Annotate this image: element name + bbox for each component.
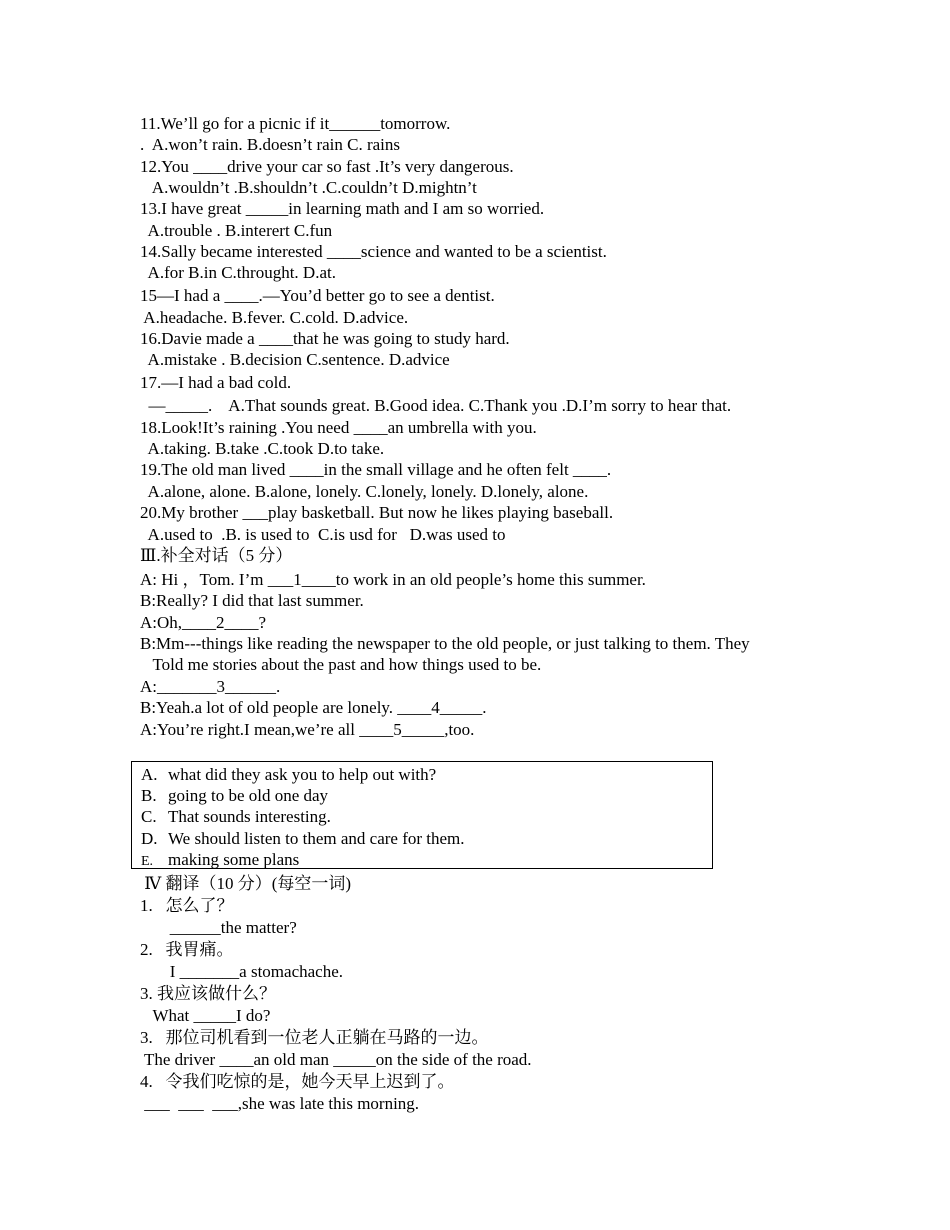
option-item [141,806,331,827]
option-letter: C. [141,807,157,826]
dialogue-line: Told me stories about the past and how things used to be. [140,655,542,674]
question-stem: 11.We’ll go for a picnic if it______tomorrow. [140,114,451,133]
option-item [141,828,465,849]
option-item [141,785,328,806]
question-stem: 20.My brother ___play basketball. But now he likes playing baseball. [140,503,614,522]
option-item [141,764,436,785]
question-options: A.wouldn’t .B.shouldn’t .C.couldn’t D.mightn’t [140,178,477,197]
translation-line: 4. 令我们吃惊的是，她今天早上迟到了。 [140,1072,455,1091]
translation-line: 3. 我应该做什么？ [140,984,276,1003]
dialogue-line: A:Oh,____2____? [140,613,267,632]
option-item [141,849,299,872]
option-text: what did they ask you to help out with? [168,765,437,784]
translation-line: 2. 我胃痛。 [140,940,234,959]
translation-line: 1. 怎么了？ [140,896,234,915]
option-text: making some plans [168,850,300,869]
translation-line: ______the matter? [140,918,297,937]
question-stem: 16.Davie made a ____that he was going to study hard. [140,329,510,348]
question-options: . A.won’t rain. B.doesn’t rain C. rains [140,135,401,154]
option-letter: A. [141,765,158,784]
dialogue-line: B:Mm---things like reading the newspaper to the old people, or just talking to them. They [140,634,750,653]
option-text: going to be old one day [168,786,329,805]
section-title: Ⅲ.补全对话（5 分） [140,546,293,565]
question-stem: 17.—I had a bad cold. [140,373,292,392]
question-options: A.mistake . B.decision C.sentence. D.advice [140,350,450,369]
question-stem: 19.The old man lived ____in the small village and he often felt ____. [140,460,612,479]
option-text: That sounds interesting. [168,807,331,826]
option-letter: B. [141,786,157,805]
question-stem: 12.You ____drive your car so fast .It’s very dangerous. [140,157,514,176]
question-options: A.headache. B.fever. C.cold. D.advice. [140,308,409,327]
option-letter: D. [141,829,158,848]
question-options: A.alone, alone. B.alone, lonely. C.lonely, lonely. D.lonely, alone. [140,482,589,501]
options-box [131,761,713,869]
dialogue-line: B:Yeah.a lot of old people are lonely. ____4_____. [140,698,487,717]
question-options: —_____. A.That sounds great. B.Good idea. C.Thank you .D.I’m sorry to hear that. [140,396,732,415]
dialogue-line: A: Hi ，Tom. I’m ___1____to work in an old people’s home this summer. [140,570,646,589]
question-options: A.used to .B. is used to C.is usd for D.was used to [140,525,506,544]
question-stem: 18.Look!It’s raining .You need ____an umbrella with you. [140,418,537,437]
question-options: A.for B.in C.throught. D.at. [140,263,336,282]
question-options: A.taking. B.take .C.took D.to take. [140,439,385,458]
option-text: We should listen to them and care for them. [168,829,465,848]
question-stem: 14.Sally became interested ____science and wanted to be a scientist. [140,242,607,261]
dialogue-line: B:Really? I did that last summer. [140,591,364,610]
dialogue-line: A:You’re right.I mean,we’re all ____5_____,too. [140,720,475,739]
translation-line: ___ ___ ___,she was late this morning. [140,1094,420,1113]
translation-line: What _____I do? [140,1006,271,1025]
translation-line: 3. 那位司机看到一位老人正躺在马路的一边。 [140,1028,489,1047]
dialogue-line: A:_______3______. [140,677,281,696]
question-options: A.trouble . B.interert C.fun [140,221,333,240]
option-letter: E. [141,854,154,869]
section-title: Ⅳ 翻译（10 分）(每空一词) [140,874,352,893]
translation-line: The driver ____an old man _____on the side of the road. [140,1050,532,1069]
question-stem: 15—I had a ____.—You’d better go to see a dentist. [140,286,495,305]
question-stem: 13.I have great _____in learning math and I am so worried. [140,199,545,218]
translation-line: I _______a stomachache. [140,962,343,981]
